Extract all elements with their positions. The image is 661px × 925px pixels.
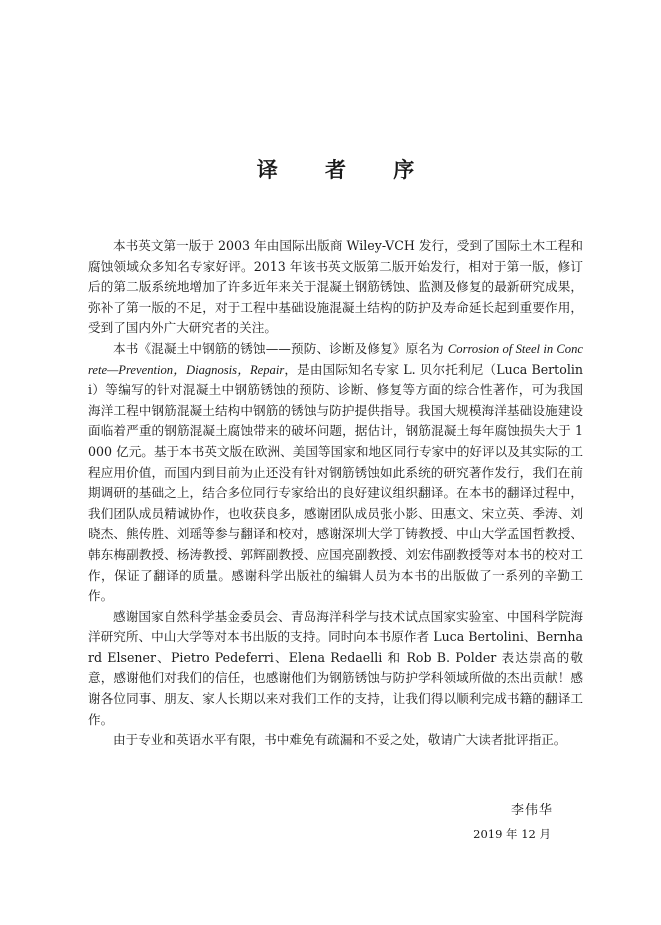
- paragraph-3: [88, 607, 583, 731]
- book-original-title: Corrosion of Steel in Concrete—Prevention，Diagnosis，Repair: [88, 341, 583, 377]
- page-title: 译 者 序: [256, 157, 435, 182]
- document-page: [88, 0, 583, 925]
- signature-date: 2019 年 12 月: [473, 827, 551, 841]
- paragraph-1: [88, 236, 583, 339]
- preface-body: [88, 236, 583, 751]
- paragraph-2: [88, 339, 583, 607]
- paragraph-text: 本书英文第一版于 2003 年由国际出版商 Wiley-VCH 发行，受到了国际土木工程和腐蚀领域众多知名专家好评。2013 年该书英文版第二版开始发行，相对于第一版，修订后的第二版系统地增加了许多近年来关于混凝土钢筋锈蚀、监测及修复的最新研究成果，弥补了第一版的不足，对于工程中基础设施混凝土结构的防护及寿命延长起到重要作用，受到了国内外广大研究者的关注。: [88, 238, 583, 336]
- paragraph-text: 本书《混凝土中钢筋的锈蚀——预防、诊断及修复》原名为: [113, 340, 448, 356]
- paragraph-text: ，是由国际知名专家 L. 贝尔托利尼（Luca Bertolini）等编写的针对混凝土中钢筋锈蚀的预防、诊断、修复等方面的综合性著作，可为我国海洋工程中钢筋混凝土结构中钢筋的锈蚀与防护提供指导。我国大规模海洋基础设施建设面临着严重的钢筋混凝土腐蚀带来的破坏问题，据估计，钢筋混凝土每年腐蚀损失大于 1000 亿元。基于本书英文版在欧洲、美国等国家和地区同行专家中的好评以及其实际的工程应用价值，而国内到目前为止还没有针对钢筋锈蚀如此系统的研究著作发行，我们在前期调研的基础之上，结合多位同行专家给出的良好建议组织翻译。在本书的翻译过程中，我们团队成员精诚协作，也收获良多，感谢团队成员张小影、田惠文、宋立英、季涛、刘晓杰、熊传胜、刘瑶等参与翻译和校对，感谢深圳大学丁铸教授、中山大学孟国哲教授、韩东梅副教授、杨涛教授、郭辉副教授、应国亮副教授、刘宏伟副教授等对本书的校对工作，保证了翻译的质量。感谢科学出版社的编辑人员为本书的出版做了一系列的辛勤工作。: [88, 361, 583, 604]
- paragraph-text: 由于专业和英语水平有限，书中难免有疏漏和不妥之处，敬请广大读者批评指正。: [113, 732, 567, 748]
- paragraph-4: [88, 730, 583, 751]
- translator-signature: 李伟华: [510, 803, 553, 818]
- paragraph-text: 感谢国家自然科学基金委员会、青岛海洋科学与技术试点国家实验室、中国科学院海洋研究所、中山大学等对本书出版的支持。同时向本书原作者 Luca Bertolini、Bernhard Elsener、Pietro Pedeferri、Elena Redaelli 和 Rob B. Polder 表达崇高的敬意，感谢他们对我们的信任，也感谢他们为钢筋锈蚀与防护学科领域所做的杰出贡献！感谢各位同事、朋友、家人长期以来对我们工作的支持，让我们得以顺利完成书籍的翻译工作。: [88, 608, 583, 727]
